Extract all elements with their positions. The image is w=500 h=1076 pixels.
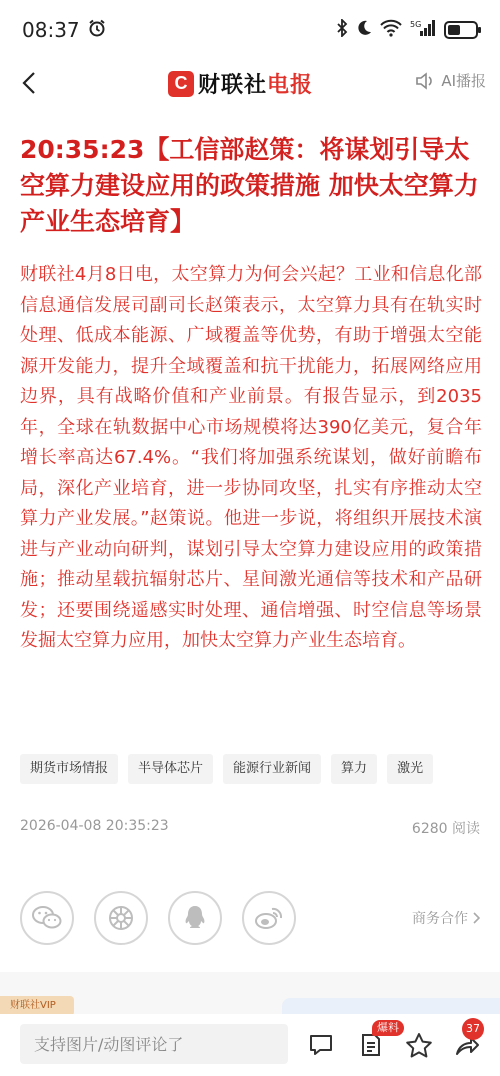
baoliao-badge: 爆料 <box>372 1020 404 1036</box>
tag-laser[interactable]: 激光 <box>387 754 433 784</box>
wechat-icon <box>32 905 62 931</box>
moments-icon <box>107 904 135 932</box>
dnd-moon-icon <box>356 20 372 40</box>
bottom-action-bar <box>0 1014 500 1076</box>
vip-promo-label[interactable]: 财联社VIP <box>0 996 74 1016</box>
logo-text-black: 财联社 <box>198 73 268 98</box>
status-bar <box>0 0 500 60</box>
publish-datetime: 2026-04-08 20:35:23 <box>20 818 169 834</box>
article-headline: 20:35:23【工信部赵策：将谋划引导太空算力建设应用的政策措施 加快太空算力产业生态培育】 <box>20 135 479 236</box>
chevron-left-icon <box>21 71 37 95</box>
nav-bar <box>0 60 500 106</box>
logo-text-red: 电报 <box>267 73 314 98</box>
tag-energy-news[interactable]: 能源行业新闻 <box>223 754 321 784</box>
status-time: 08:37 <box>22 18 80 42</box>
tag-list <box>20 754 482 784</box>
tag-futures-market[interactable]: 期货市场情报 <box>20 754 118 784</box>
comment-bubble-icon <box>308 1033 334 1057</box>
article-meta <box>20 818 480 838</box>
svg-text:5G: 5G <box>410 20 422 29</box>
tag-computing-power[interactable]: 算力 <box>331 754 377 784</box>
business-cooperation-label: 商务合作 <box>412 911 468 927</box>
share-wechat-button[interactable] <box>20 891 74 945</box>
favorite-button[interactable] <box>404 1030 434 1060</box>
back-button[interactable] <box>14 66 44 100</box>
wifi-icon <box>380 19 402 41</box>
share-qq-button[interactable] <box>168 891 222 945</box>
alarm-icon <box>88 18 106 42</box>
star-icon <box>405 1032 433 1058</box>
share-moments-button[interactable] <box>94 891 148 945</box>
signal-icon <box>410 19 436 41</box>
promo-banner[interactable] <box>282 998 500 1014</box>
battery-icon <box>444 21 478 39</box>
ai-broadcast-label: AI播报 <box>441 72 486 90</box>
read-count: 6280 阅读 <box>411 821 480 837</box>
tag-semiconductor[interactable]: 半导体芯片 <box>128 754 213 784</box>
weibo-icon <box>254 905 284 931</box>
business-cooperation-link[interactable] <box>412 908 482 928</box>
share-row <box>20 890 482 946</box>
ai-broadcast-button[interactable] <box>415 70 486 91</box>
chevron-right-icon <box>472 911 482 925</box>
article-body: 财联社4月8日电，太空算力为何会兴起？工业和信息化部信息通信发展司副司长赵策表示，太空算力具有在轨实时处理、低成本能源、广域覆盖等优势，有助于增强太空能源开发能力，提升全域覆盖和抗干扰能力，拓展网络应用边界，具有战略价值和产业前景。有报告显示，到2035年，全球在轨数据中心市场规模将达390亿美元，复合年增长率高达67.4%。“我们将加强系统谋划，做好前瞻布局，深化产业培育，进一步协同攻坚，扎实有序推动太空算力产业发展。”赵策说。他进一步说，将组织开展技术演进与产业动向研判，谋划引导太空算力建设应用的政策措施；推动星载抗辐射芯片、星间激光通信等技术和产品研发；还要围绕遥感实时处理、通信增强、时空信息等场景发掘太空算力应用，加快太空算力产业生态培育。 <box>20 264 482 651</box>
qq-icon <box>183 904 207 932</box>
share-count-badge: 37 <box>462 1018 484 1040</box>
comment-button[interactable] <box>306 1030 336 1060</box>
logo-mark: C <box>168 71 194 97</box>
comment-input[interactable] <box>20 1024 288 1064</box>
share-weibo-button[interactable] <box>242 891 296 945</box>
app-logo <box>168 68 313 99</box>
speaker-icon <box>415 72 435 90</box>
bluetooth-icon <box>336 19 348 41</box>
